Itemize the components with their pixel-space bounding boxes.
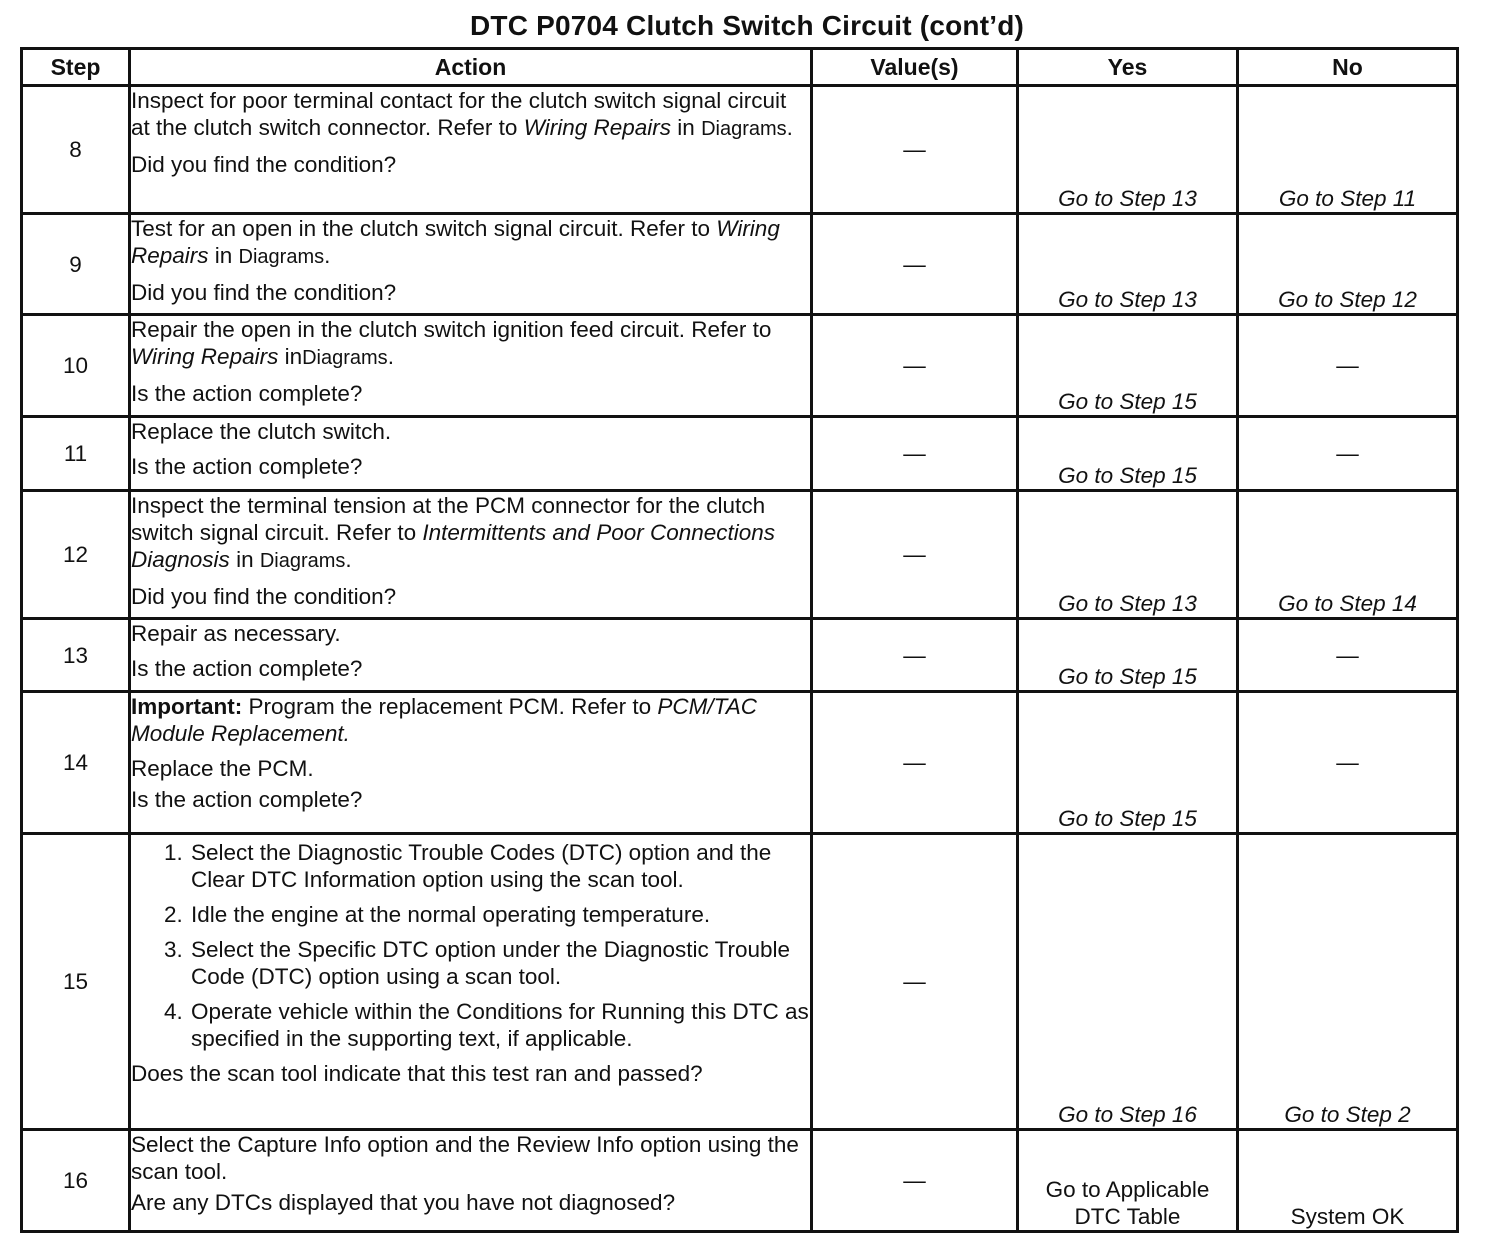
table-row [22,491,1458,619]
procedure-item: 4. Operate vehicle within the Conditions for Running this DTC as specified in the supporting text, if applicable. [189,998,810,1052]
step-number: 14 [22,692,130,834]
action-cell [130,491,812,619]
table-row [22,315,1458,417]
action-text: Test for an open in the clutch switch signal circuit. Refer to Wiring Repairs in Diagrams. [131,216,780,268]
no-cell: Go to Step 11 [1238,86,1458,214]
table-row [22,214,1458,315]
no-cell: Go to Step 12 [1238,214,1458,315]
action-text: Repair the open in the clutch switch ignition feed circuit. Refer to Wiring Repairs inDiagrams. [131,317,772,369]
no-cell: — [1238,692,1458,834]
header-yes: Yes [1018,49,1238,86]
yes-cell: Go to Applicable DTC Table [1018,1130,1238,1232]
header-values: Value(s) [812,49,1018,86]
step-number: 9 [22,214,130,315]
action-question: Is the action complete? [131,787,363,812]
action-cell [130,619,812,692]
table-row [22,834,1458,1130]
action-question: Are any DTCs displayed that you have not diagnosed? [131,1190,676,1215]
step-number: 12 [22,491,130,619]
table-row [22,619,1458,692]
action-question: Did you find the condition? [131,280,397,305]
yes-cell: Go to Step 16 [1018,834,1238,1130]
no-cell: Go to Step 2 [1238,834,1458,1130]
action-cell [130,417,812,491]
step-number: 16 [22,1130,130,1232]
value-cell: — [812,1130,1018,1232]
action-text: Replace the PCM. [131,756,314,781]
no-cell: Go to Step 14 [1238,491,1458,619]
table-row [22,692,1458,834]
action-text: Repair as necessary. [131,621,341,646]
action-cell [130,692,812,834]
action-cell [130,86,812,214]
value-cell: — [812,315,1018,417]
procedure-item: 2. Idle the engine at the normal operating temperature. [189,901,810,928]
action-question: Did you find the condition? [131,584,397,609]
important-label: Important: [131,694,243,719]
action-question: Did you find the condition? [131,152,397,177]
table-row [22,86,1458,214]
action-question: Is the action complete? [131,454,363,479]
step-number: 11 [22,417,130,491]
procedure-item: 3. Select the Specific DTC option under the Diagnostic Trouble Code (DTC) option using a scan tool. [189,936,810,990]
value-cell: — [812,619,1018,692]
action-question: Does the scan tool indicate that this test ran and passed? [131,1061,703,1086]
yes-cell: Go to Step 13 [1018,86,1238,214]
action-text: Inspect the terminal tension at the PCM connector for the clutch switch signal circuit. Refer to Intermittents and Poor Connections Diagnosis in Diagrams. [131,493,776,572]
action-text: Select the Capture Info option and the Review Info option using the scan tool. [131,1132,799,1184]
action-question: Is the action complete? [131,381,363,406]
value-cell: — [812,86,1018,214]
table-row [22,417,1458,491]
yes-cell: Go to Step 15 [1018,315,1238,417]
no-cell: System OK [1238,1130,1458,1232]
action-text: Replace the clutch switch. [131,419,392,444]
value-cell: — [812,692,1018,834]
diagnostic-table [20,47,1459,1233]
action-cell [130,834,812,1130]
page-title: DTC P0704 Clutch Switch Circuit (cont’d) [469,10,1025,41]
header-step: Step [22,49,130,86]
yes-cell: Go to Step 15 [1018,417,1238,491]
yes-cell: Go to Step 13 [1018,491,1238,619]
table-header-row [22,49,1458,86]
step-number: 13 [22,619,130,692]
no-cell: — [1238,619,1458,692]
header-no: No [1238,49,1458,86]
action-cell [130,1130,812,1232]
important-note: Important: Program the replacement PCM. Refer to PCM/TAC Module Replacement. [131,694,758,746]
no-cell: — [1238,315,1458,417]
procedure-item: 1. Select the Diagnostic Trouble Codes (DTC) option and the Clear DTC Information option using the scan tool. [189,839,810,893]
value-cell: — [812,491,1018,619]
step-number: 10 [22,315,130,417]
step-number: 15 [22,834,130,1130]
header-action: Action [130,49,812,86]
action-cell [130,214,812,315]
yes-cell: Go to Step 13 [1018,214,1238,315]
yes-cell: Go to Step 15 [1018,619,1238,692]
action-cell [130,315,812,417]
yes-cell: Go to Step 15 [1018,692,1238,834]
step-number: 8 [22,86,130,214]
table-row [22,1130,1458,1232]
action-question: Is the action complete? [131,656,363,681]
no-cell: — [1238,417,1458,491]
action-text: Inspect for poor terminal contact for the clutch switch signal circuit at the clutch switch connector. Refer to Wiring Repairs in Diagrams. [131,88,793,140]
value-cell: — [812,417,1018,491]
value-cell: — [812,834,1018,1130]
value-cell: — [812,214,1018,315]
procedure-list [131,839,810,1052]
